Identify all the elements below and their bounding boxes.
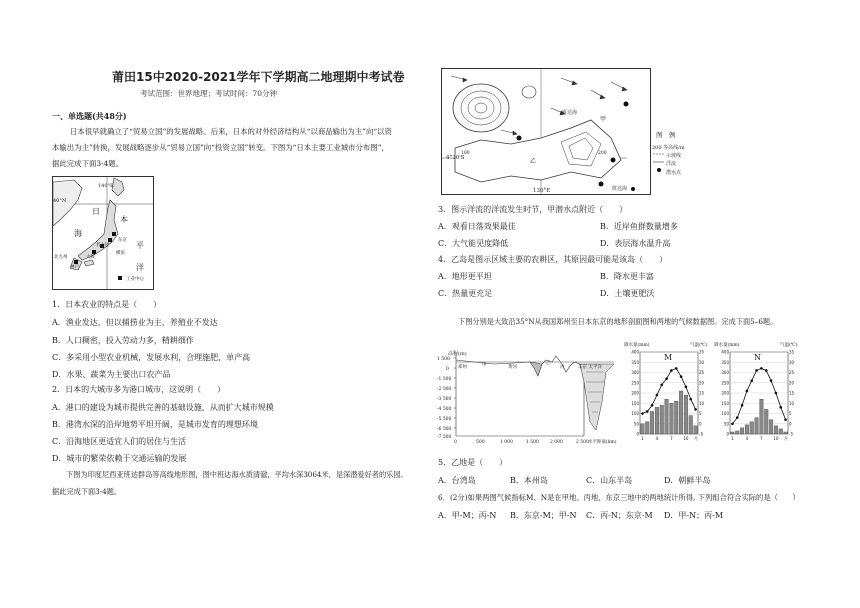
map-label-lat: 4°30'S: [446, 155, 465, 161]
profile-place: 甲: [482, 363, 487, 368]
right-tick-label: -5: [789, 431, 793, 437]
answer-option[interactable]: C．热量更充足: [438, 289, 493, 298]
temperature-point: [755, 369, 758, 372]
temperature-point: [665, 377, 668, 380]
map-label-ocean2: 洋: [136, 263, 144, 272]
right-tick-label: -5: [699, 431, 703, 437]
temperature-point: [741, 404, 744, 407]
city-label: 大阪: [86, 255, 95, 260]
map-legend-item: 200 等高线/m: [652, 145, 685, 151]
month-unit-label: 月: [694, 436, 698, 441]
right-tick-label: 20: [789, 380, 795, 386]
temperature-point: [694, 408, 697, 411]
precip-bar: [670, 403, 674, 434]
answer-option[interactable]: A．甲-M；丙-N: [438, 511, 497, 520]
right-tick-label: 25: [789, 370, 795, 375]
precip-bar: [674, 401, 678, 434]
temperature-point: [680, 375, 683, 378]
left-tick-label: 350: [721, 359, 729, 365]
page-title: 莆田15中2020-2021学年下学期高二地理期中考试卷: [112, 70, 405, 84]
climate-right-axis: 气温(℃): [690, 343, 708, 348]
left-tick-label: 50: [723, 421, 729, 427]
answer-option[interactable]: D．表层海水温升高: [600, 239, 671, 248]
left-tick-label: 200: [631, 390, 639, 396]
left-tick-label: 200: [721, 390, 729, 396]
left-tick-label: 150: [721, 400, 729, 406]
section-heading: 一、单选题(共48分): [52, 111, 127, 121]
intro-paragraph-line: 据此完成下面3-4题。: [52, 159, 124, 168]
answer-option[interactable]: B．东京-M；甲-N: [510, 511, 577, 520]
month-label: 4: [745, 436, 749, 441]
left-tick-label: 400: [631, 349, 639, 355]
profile-xtick: 0: [454, 440, 457, 445]
precip-bar: [740, 428, 744, 434]
right-tick-label: 5: [699, 411, 702, 416]
precip-bar: [689, 416, 693, 434]
left-tick-label: 300: [721, 370, 729, 375]
answer-option[interactable]: D．水果、蔬菜为主要出口农产品: [52, 370, 171, 379]
precip-bar: [679, 391, 683, 434]
right-tick-label: 10: [789, 400, 795, 406]
temperature-point: [675, 367, 678, 370]
profile-xlabel: 水平距离(km): [588, 440, 617, 445]
precip-bar: [645, 422, 649, 434]
temperature-point: [765, 369, 768, 372]
month-label: 10: [683, 436, 689, 441]
left-tick-label: 250: [631, 380, 639, 386]
right-tick-label: 35: [789, 349, 795, 355]
profile-ytick: 0: [446, 367, 449, 372]
contour-label: 200: [598, 151, 607, 156]
temperature-point: [660, 384, 663, 387]
precip-bar: [779, 429, 783, 434]
profile-ylabel: 高程(m): [448, 351, 467, 357]
left-tick-label: 250: [721, 380, 729, 386]
right-tick-label: 20: [699, 380, 705, 386]
left-tick-label: 300: [631, 370, 639, 375]
map-label-japan2: 本: [120, 215, 128, 224]
climate-right-axis: 气温(℃): [780, 343, 798, 348]
intro-paragraph-line: 下图分别是大致沿35°N从我国郑州至日本东京的地形剖面图和两地的气候数据图。完成下面5–6题。: [458, 317, 778, 326]
profile-place: 东京 太平洋: [578, 365, 602, 370]
answer-option[interactable]: B．人口稠密，投入劳动力多，精耕细作: [52, 336, 194, 345]
city-label: 北九州: [54, 255, 68, 260]
question-stem: 1．日本农业的特点是（ ）: [52, 300, 162, 309]
right-tick-label: 0: [789, 421, 792, 427]
month-label: 10: [773, 436, 779, 441]
profile-xtick: 2 500: [576, 440, 589, 445]
profile-place: 乙: [546, 361, 551, 366]
temperature-point: [760, 367, 763, 370]
intro-paragraph-line: 下图为印度尼西亚班达群岛等高线地形图，图中班达海水质清澈，平均水深3064米，是深潜爱好者的乐园。: [66, 470, 408, 479]
precip-bar: [750, 422, 754, 434]
map-label-ocean: 平: [136, 241, 144, 250]
month-label: 7: [670, 436, 673, 441]
precip-bar: [760, 399, 764, 434]
temperature-point: [685, 386, 688, 389]
temperature-point: [784, 418, 787, 421]
left-tick-label: 400: [721, 349, 729, 355]
answer-option[interactable]: C．丙-N；东京-M: [586, 511, 653, 520]
right-tick-label: 5: [789, 411, 792, 416]
month-unit-label: 月: [784, 436, 788, 441]
climate-chart-name: N: [754, 353, 761, 362]
contour-label: 100: [461, 151, 470, 156]
answer-option[interactable]: B．本州岛: [510, 476, 548, 485]
profile-place: 郑州: [458, 365, 467, 370]
left-tick-label: 0: [726, 431, 729, 437]
temperature-point: [746, 390, 749, 393]
month-label: 1: [641, 436, 644, 441]
answer-option[interactable]: C．大气能见度降低: [438, 239, 509, 248]
month-label: 7: [760, 436, 763, 441]
left-tick-label: 100: [631, 411, 639, 416]
answer-option[interactable]: B．近岸鱼群数量增多: [600, 222, 678, 231]
map-label-sea: 班达海: [562, 110, 578, 116]
precip-bar: [660, 405, 664, 434]
answer-option[interactable]: C．山东半岛: [586, 476, 633, 485]
city-label: 横滨: [116, 251, 125, 256]
precip-bar: [755, 418, 759, 434]
right-tick-label: 35: [699, 349, 705, 355]
profile-ytick: 1 500: [437, 357, 450, 362]
temperature-point: [670, 369, 673, 372]
profile-ytick: -2 500: [437, 387, 452, 392]
city-label: 东京: [118, 238, 127, 243]
left-tick-label: 0: [636, 431, 639, 437]
answer-option[interactable]: B．港湾水深的沿岸地势平坦开阔，是城市发育的理想环境: [52, 420, 258, 429]
question-stem: 3．图示洋流的洋流发生时节，甲潜水点附近（ ）: [438, 205, 628, 214]
map-legend-item: 洋流: [666, 161, 677, 167]
precip-bar: [684, 395, 688, 434]
profile-xtick: 1 000: [500, 440, 513, 445]
right-tick-label: 15: [789, 390, 795, 396]
temperature-point: [656, 394, 659, 397]
temperature-point: [731, 422, 734, 425]
left-tick-label: 50: [633, 421, 639, 427]
precip-bar: [735, 431, 739, 434]
profile-xtick: 2 000: [550, 440, 563, 445]
answer-option[interactable]: A．观看日落效果最佳: [438, 222, 516, 231]
map-label-lat: 40°N: [53, 198, 67, 204]
map-legend-item: 示坡线: [666, 153, 682, 159]
temperature-point: [779, 406, 782, 409]
intro-paragraph-line: 本输出为主”转换，发展战略逐步从“贸易立国”向“投资立国”转变。下图为“日本主要工业城市分布图”，: [52, 143, 389, 152]
precip-bar: [745, 425, 749, 434]
map-label-jia: 甲: [600, 116, 607, 123]
answer-option[interactable]: D．土壤更肥沃: [600, 289, 655, 298]
right-tick-label: 30: [699, 359, 705, 365]
answer-option[interactable]: C．多采用小型农业机械，发展水利，合理施肥，单产高: [52, 353, 251, 362]
month-label: 1: [731, 436, 734, 441]
question-stem: 5．乙地是（ ）: [438, 458, 508, 467]
left-tick-label: 350: [631, 359, 639, 365]
precip-bar: [731, 432, 735, 434]
map-legend-item: 潜水点: [666, 170, 682, 176]
answer-option[interactable]: D．朝鲜半岛: [664, 476, 711, 485]
temperature-point: [736, 416, 739, 419]
map-label-japan: 日: [92, 207, 100, 216]
question-stem: 2．日本的大城市多为港口城市，这说明（ ）: [52, 385, 226, 394]
climate-left-axis: 降水量(mm): [624, 343, 650, 348]
profile-ytick: -1 500: [437, 377, 452, 382]
profile-ytick: -3 500: [437, 397, 452, 402]
city-label: 名古屋: [96, 243, 110, 248]
profile-ytick: -4 500: [437, 407, 452, 412]
profile-place: 黄河: [508, 365, 517, 370]
right-tick-label: 15: [699, 390, 705, 396]
map-legend-title: 图 例: [656, 131, 676, 139]
precip-bar: [784, 432, 788, 434]
profile-ytick: -6 500: [437, 427, 452, 432]
right-tick-label: 30: [789, 359, 795, 365]
left-tick-label: 100: [721, 411, 729, 416]
temperature-point: [775, 392, 778, 395]
month-label: 4: [655, 436, 659, 441]
profile-ytick: -7 500: [437, 435, 452, 440]
climate-left-axis: 降水量(mm): [714, 343, 740, 348]
precip-bar: [641, 424, 645, 434]
exam-info: 考试范围：世界地理；考试时间：70分钟: [140, 89, 278, 98]
banda-islands-map: [441, 68, 651, 195]
precip-bar: [655, 407, 659, 434]
temperature-point: [689, 398, 692, 401]
precip-bar: [694, 426, 698, 434]
temperature-point: [641, 412, 644, 415]
right-tick-label: 10: [699, 400, 705, 406]
answer-option[interactable]: D．城市的繁荣依赖于交通运输的发展: [52, 454, 187, 463]
answer-option[interactable]: B．降水更丰富: [600, 272, 654, 281]
temperature-point: [651, 404, 654, 407]
precip-bar: [665, 399, 669, 434]
map-label-yi: 乙: [530, 158, 537, 165]
temperature-point: [646, 410, 649, 413]
map-label-sea: 海: [74, 229, 82, 238]
map-legend-symbols: [652, 150, 666, 174]
answer-option[interactable]: A．港口的建设为城市提供完善的基础设施，从而扩大城市规模: [52, 403, 274, 412]
precip-bar: [764, 409, 768, 434]
question-stem: 6．(2分)如果两图气候指标M、N是在甲地、丙地、东京三地中的两地统计所得, 下列组合符合实际的是（ ）: [438, 493, 800, 502]
temperature-point: [750, 379, 753, 382]
precip-bar: [650, 411, 654, 434]
profile-xtick: 500: [476, 440, 485, 445]
profile-place: 丙: [560, 365, 565, 370]
profile-xtick: 1 500: [526, 440, 539, 445]
right-tick-label: 0: [699, 421, 702, 427]
question-stem: 4．乙岛是图示区域主要的农耕区，其原因最可能是该岛（ ）: [438, 255, 668, 264]
temperature-point: [770, 379, 773, 382]
map-label-lon: 130°E: [533, 188, 551, 194]
profile-ytick: -5 500: [437, 417, 452, 422]
climate-chart-name: M: [664, 353, 673, 362]
right-tick-label: 25: [699, 370, 705, 375]
intro-paragraph-line: 据此完成下面3-4题。: [52, 487, 122, 496]
answer-option[interactable]: D．甲-N；丙-M: [664, 511, 724, 520]
map-label-lon: 140°E: [98, 183, 114, 189]
answer-option[interactable]: C．沿海地区更适宜人们的居住与生活: [52, 437, 187, 446]
precip-bar: [769, 420, 773, 434]
intro-paragraph-line: 日本很早就确立了“贸易立国”的发展战略。后来，日本的对外经济结构从“以商品输出为主”向“以资: [70, 127, 392, 136]
map-label-sea: 班达海: [612, 186, 628, 192]
precip-bar: [774, 426, 778, 434]
answer-option[interactable]: A．地形更平坦: [438, 272, 492, 281]
answer-option[interactable]: A．渔业发达，但以捕捞业为主，养殖业不发达: [52, 318, 218, 327]
map-legend: 工业中心: [126, 277, 144, 282]
answer-option[interactable]: A．台湾岛: [438, 476, 476, 485]
city-label: 神户: [70, 265, 79, 270]
left-tick-label: 150: [631, 400, 639, 406]
